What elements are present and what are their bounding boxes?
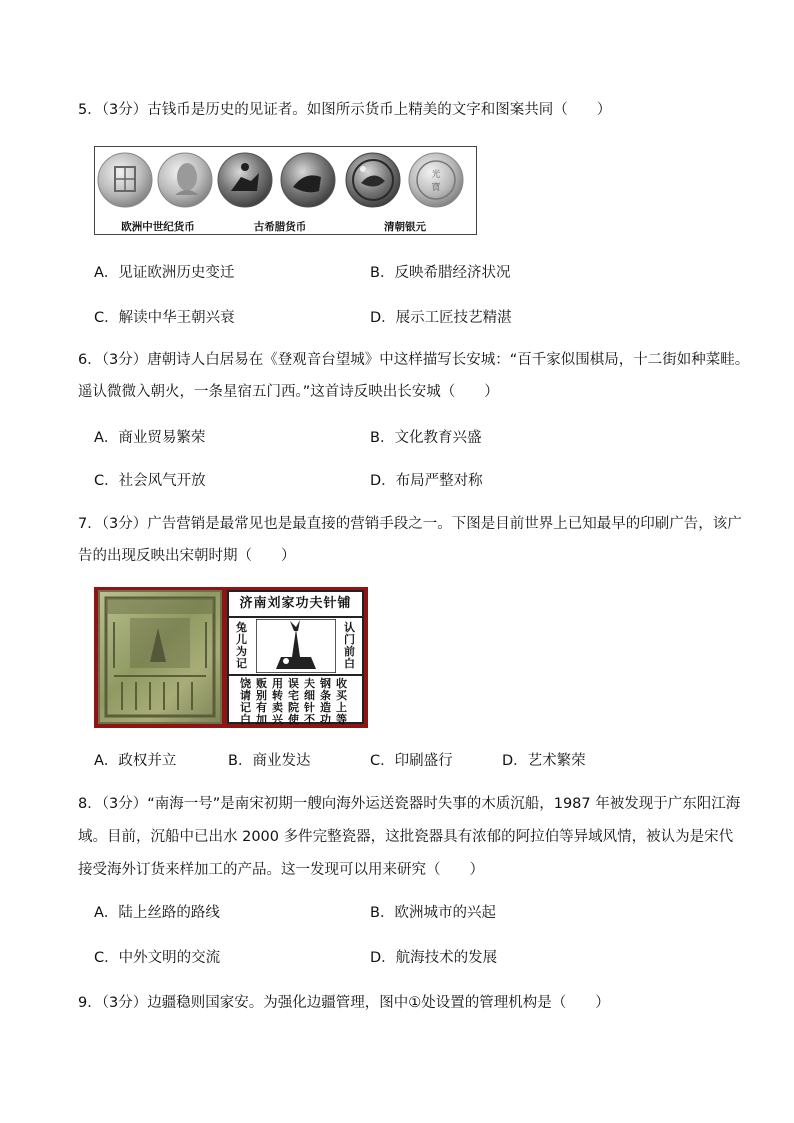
q8-stem-line2: 域。目前，沉船中已出水 2000 多件完整瓷器，这批瓷器具有浓郁的阿拉伯等异域风情，被认为是宋代 bbox=[78, 829, 734, 845]
q6-option-d: D．布局严整对称 bbox=[370, 473, 483, 489]
bronze-printing-plate bbox=[98, 590, 222, 724]
q8-option-c: C．中外文明的交流 bbox=[94, 950, 221, 966]
ad-divider bbox=[229, 674, 362, 676]
q8-option-d: D．航海技术的发展 bbox=[370, 950, 498, 966]
ad-left-column: 兔儿为记 bbox=[236, 621, 247, 670]
european-coin-1 bbox=[98, 153, 152, 207]
q7-option-b: B．商业发达 bbox=[228, 753, 311, 769]
caption-greek: 古希腊货币 bbox=[253, 221, 307, 233]
q5-coin-figure bbox=[94, 146, 477, 235]
q5-option-c: C．解读中华王朝兴衰 bbox=[94, 310, 235, 326]
q5-option-a: A．见证欧洲历史变迁 bbox=[94, 265, 235, 281]
q8-stem-line1: 8．（3分）“南海一号”是南宋初期一艘向海外运送瓷器时失事的木质沉船，1987 年被发现于广东阳江海 bbox=[78, 796, 741, 812]
q6-option-a: A．商业贸易繁荣 bbox=[94, 430, 206, 446]
ad-print-panel bbox=[227, 590, 364, 724]
ad-col-7: 饶请记白 bbox=[240, 677, 251, 726]
ad-col-4: 误宅院使 bbox=[288, 677, 299, 726]
ad-col-1: 收买上等 bbox=[336, 677, 347, 726]
rabbit-icon bbox=[256, 619, 336, 673]
svg-text:光: 光 bbox=[431, 170, 441, 180]
greek-coin-1 bbox=[218, 153, 272, 207]
q7-stem-line2: 告的出现反映出宋朝时期（ ） bbox=[78, 548, 296, 564]
q8-stem-line3: 接受海外订货来样加工的产品。这一发现可以用来研究（ ） bbox=[78, 862, 484, 878]
qing-coin-1 bbox=[346, 153, 400, 207]
q6-stem-line1: 6．（3分）唐朝诗人白居易在《登观音台望城》中这样描写长安城：“百千家似围棋局，十二街如种菜畦。 bbox=[78, 352, 750, 368]
q8-option-a: A．陆上丝路的路线 bbox=[94, 905, 220, 921]
q7-option-d: D．艺术繁荣 bbox=[502, 753, 586, 769]
plate-relief bbox=[100, 592, 220, 722]
caption-qing: 清朝银元 bbox=[384, 221, 426, 233]
q6-option-c: C．社会风气开放 bbox=[94, 473, 206, 489]
qing-coin-2 bbox=[409, 153, 463, 207]
ad-col-6: 贩别有加 bbox=[256, 677, 267, 726]
q8-option-b: B．欧洲城市的兴起 bbox=[370, 905, 496, 921]
ad-col-5: 用转卖兴 bbox=[272, 677, 283, 726]
ad-col-2: 钢条造功 bbox=[320, 677, 331, 726]
q9-stem: 9．（3分）边疆稳则国家安。为强化边疆管理，图中①处设置的管理机构是（ ） bbox=[78, 995, 610, 1011]
european-coin-2 bbox=[158, 153, 212, 207]
ad-right-column: 认门前白 bbox=[344, 621, 355, 670]
ad-col-3: 夫细针不 bbox=[304, 677, 315, 726]
q7-stem-line1: 7．（3分）广告营销是最常见也是最直接的营销手段之一。下图是目前世界上已知最早的印刷广告，该广 bbox=[78, 516, 742, 532]
ad-title: 济南刘家功夫针铺 bbox=[229, 592, 362, 618]
q7-option-c: C．印刷盛行 bbox=[370, 753, 453, 769]
greek-coin-2 bbox=[281, 153, 335, 207]
q7-option-a: A．政权并立 bbox=[94, 753, 177, 769]
q5-stem: 5．（3分）古钱币是历史的见证者。如图所示货币上精美的文字和图案共同（ ） bbox=[78, 102, 612, 118]
q5-option-b: B．反映希腊经济状况 bbox=[370, 265, 511, 281]
svg-text:寶: 寶 bbox=[431, 183, 441, 193]
q6-option-b: B．文化教育兴盛 bbox=[370, 430, 482, 446]
q7-ad-figure bbox=[94, 587, 368, 728]
caption-european: 欧洲中世纪货币 bbox=[121, 221, 195, 233]
q5-option-d: D．展示工匠技艺精湛 bbox=[370, 310, 512, 326]
q6-stem-line2: 遥认微微入朝火，一条星宿五门西。”这首诗反映出长安城（ ） bbox=[78, 384, 499, 400]
